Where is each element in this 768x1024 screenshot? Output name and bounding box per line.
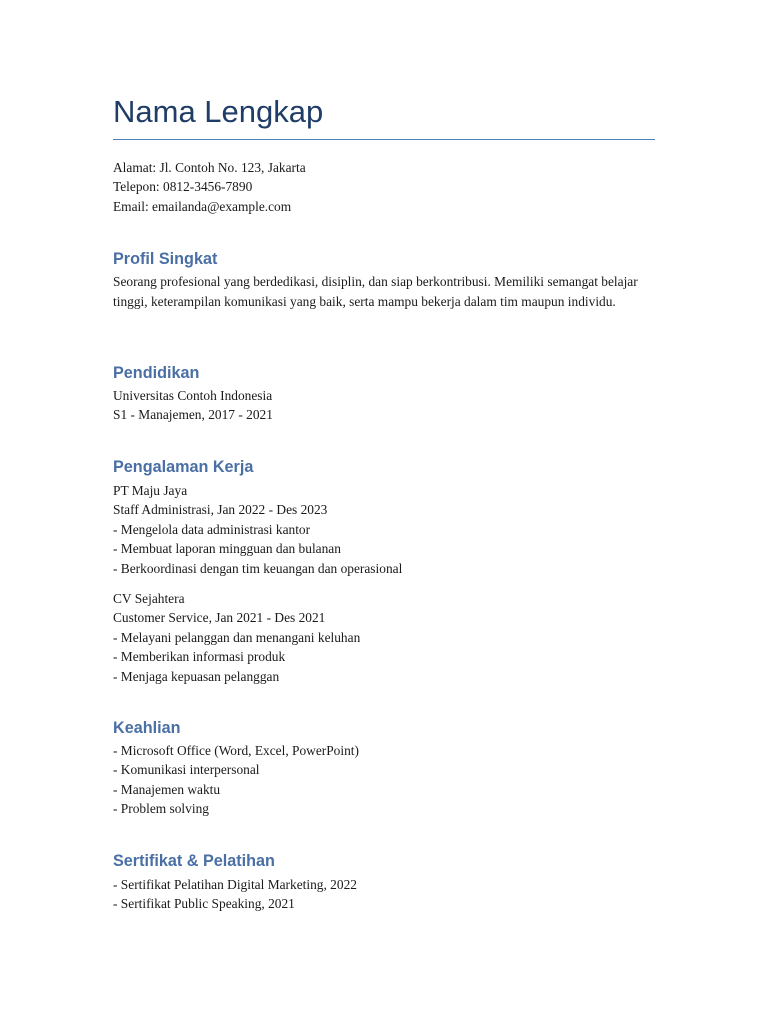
education-section <box>113 386 655 425</box>
experience-heading: Pengalaman Kerja <box>113 458 254 476</box>
job-duty: - Membuat laporan mingguan dan bulanan <box>113 541 341 557</box>
education-heading: Pendidikan <box>113 364 200 382</box>
skill-item: - Manajemen waktu <box>113 781 221 797</box>
phone-line: Telepon: 0812-3456-7890 <box>113 179 253 195</box>
certification-item: - Sertifikat Pelatihan Digital Marketing, 2022 <box>113 877 357 892</box>
skills-section <box>113 741 655 819</box>
job-company: CV Sejahtera <box>113 591 185 606</box>
profile-heading: Profil Singkat <box>113 250 218 268</box>
certifications-section <box>113 875 655 914</box>
skill-item: - Komunikasi interpersonal <box>113 762 260 778</box>
contact-info <box>113 158 655 216</box>
address-line: Alamat: Jl. Contoh No. 123, Jakarta <box>113 160 306 175</box>
skill-item: - Problem solving <box>113 801 209 817</box>
title-divider <box>113 139 655 140</box>
job-role: Customer Service, Jan 2021 - Des 2021 <box>113 610 326 626</box>
job-duty: - Memberikan informasi produk <box>113 649 286 665</box>
job-role: Staff Administrasi, Jan 2022 - Des 2023 <box>113 502 328 518</box>
job-company: PT Maju Jaya <box>113 483 188 498</box>
profile-section <box>113 272 655 311</box>
full-name: Nama Lengkap <box>113 94 324 129</box>
job-duty: - Berkoordinasi dengan tim keuangan dan operasional <box>113 560 403 576</box>
job-duty: - Menjaga kepuasan pelanggan <box>113 668 280 684</box>
job-duty: - Melayani pelanggan dan menangani keluhan <box>113 629 361 645</box>
experience-job-2 <box>113 589 655 686</box>
education-degree: S1 - Manajemen, 2017 - 2021 <box>113 407 273 423</box>
skill-item: - Microsoft Office (Word, Excel, PowerPoint) <box>113 743 359 758</box>
email-line: Email: emailanda@example.com <box>113 198 292 214</box>
certifications-heading: Sertifikat & Pelatihan <box>113 852 275 870</box>
job-duty: - Mengelola data administrasi kantor <box>113 521 311 537</box>
skills-heading: Keahlian <box>113 719 181 737</box>
certification-item: - Sertifikat Public Speaking, 2021 <box>113 896 295 912</box>
profile-text: Seorang profesional yang berdedikasi, disiplin, dan siap berkontribusi. Memiliki semangat belajar tinggi, keterampilan komunikasi yang baik, serta mampu bekerja dalam tim maupun individu. <box>113 274 638 309</box>
education-school: Universitas Contoh Indonesia <box>113 388 273 403</box>
experience-job-1 <box>113 481 655 578</box>
